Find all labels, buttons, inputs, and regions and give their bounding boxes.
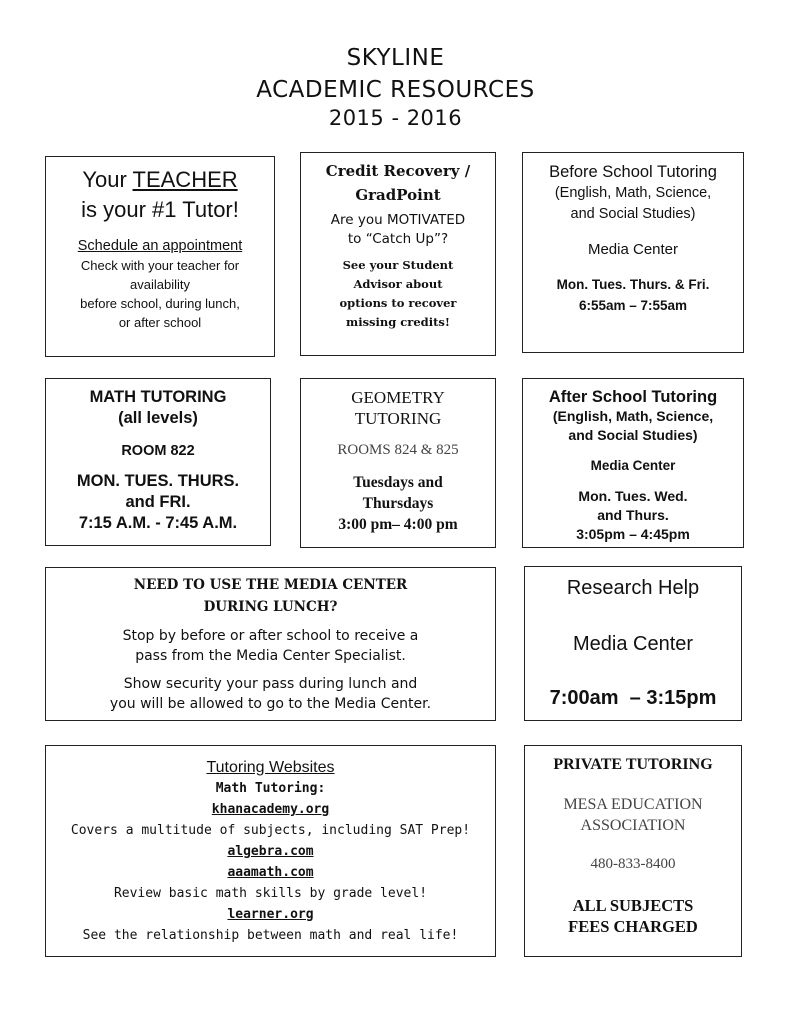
after-school-days: Mon. Tues. Wed.: [578, 488, 688, 504]
credit-advisor-line: Advisor about: [353, 277, 443, 291]
title-year: 2015 - 2016: [328, 106, 463, 130]
teacher-schedule: Schedule an appointment: [77, 238, 243, 254]
private-tutoring-box: [524, 745, 742, 957]
website-link-aaamath[interactable]: aaamath.com: [227, 865, 314, 880]
research-title: Research Help: [566, 577, 700, 599]
title-academic-resources: ACADEMIC RESOURCES: [256, 77, 535, 103]
research-location: Media Center: [572, 633, 694, 655]
math-title: MATH TUTORING: [89, 388, 227, 406]
before-school-subjects: (English, Math, Science,: [554, 185, 712, 201]
media-center-lunch-box: [45, 567, 496, 721]
math-days: MON. TUES. THURS.: [76, 472, 240, 490]
credit-title-line2: GradPoint: [355, 186, 441, 204]
before-school-subjects-line2: and Social Studies): [570, 206, 696, 222]
teacher-emphasis: TEACHER: [132, 167, 238, 192]
website-link-khanacademy[interactable]: khanacademy.org: [211, 802, 330, 817]
after-school-title: After School Tutoring: [548, 388, 718, 406]
website-link-learner[interactable]: learner.org: [227, 907, 314, 922]
after-school-time: 3:05pm – 4:45pm: [576, 526, 690, 542]
lunch-paragraph1: Stop by before or after school to receive a: [122, 628, 419, 644]
after-school-days-line2: and Thurs.: [597, 507, 669, 523]
math-time: 7:15 A.M. - 7:45 A.M.: [78, 514, 238, 532]
private-org-line2: ASSOCIATION: [580, 817, 686, 834]
lunch-paragraph2-line2: you will be allowed to go to the Media Center.: [109, 696, 432, 712]
websites-math-label: Math Tutoring:: [215, 781, 326, 796]
credit-advisor-line: options to recover: [339, 296, 457, 310]
credit-advisor-line: See your Student: [342, 258, 454, 272]
teacher-line: before school, during lunch,: [80, 296, 240, 311]
tutoring-websites-box: [45, 745, 496, 957]
teacher-line: availability: [130, 277, 190, 292]
geometry-tutoring-box: [300, 378, 496, 548]
before-school-time: 6:55am – 7:55am: [578, 298, 688, 313]
before-school-box: [522, 152, 744, 353]
geometry-time: 3:00 pm– 4:00 pm: [338, 516, 458, 533]
before-school-title: Before School Tutoring: [549, 163, 717, 181]
teacher-line: or after school: [118, 315, 202, 330]
geometry-days: Tuesdays and: [353, 474, 443, 491]
private-subjects: ALL SUBJECTS: [572, 896, 694, 915]
before-school-days: Mon. Tues. Thurs. & Fri.: [556, 277, 710, 292]
private-title: PRIVATE TUTORING: [553, 756, 713, 773]
lunch-paragraph1-line2: pass from the Media Center Specialist.: [135, 648, 406, 664]
title-skyline: SKYLINE: [346, 45, 445, 71]
private-org: MESA EDUCATION: [563, 796, 703, 813]
credit-title: Credit Recovery /: [325, 162, 471, 180]
geometry-days-line2: Thursdays: [362, 495, 434, 512]
math-room: ROOM 822: [121, 443, 195, 459]
before-school-location: Media Center: [587, 241, 679, 258]
teacher-title-line2: is your #1 Tutor!: [81, 197, 239, 222]
private-phone: 480-833-8400: [590, 856, 676, 872]
teacher-line: Check with your teacher for: [80, 258, 240, 273]
credit-advisor-line: missing credits!: [346, 315, 450, 329]
website-description: See the relationship between math and real life!: [82, 928, 459, 943]
math-tutoring-box: [45, 378, 271, 546]
website-link-algebra[interactable]: algebra.com: [227, 844, 314, 859]
after-school-location: Media Center: [590, 458, 676, 473]
after-school-subjects-line2: and Social Studies): [568, 427, 698, 443]
credit-motivated: Are you MOTIVATED: [330, 212, 466, 228]
credit-recovery-box: [300, 152, 496, 356]
geometry-rooms: ROOMS 824 & 825: [337, 442, 459, 458]
website-description: Review basic math skills by grade level!: [113, 886, 428, 901]
geometry-title: GEOMETRY: [351, 388, 445, 407]
research-help-box: [524, 566, 742, 721]
math-levels: (all levels): [118, 409, 198, 427]
private-fees: FEES CHARGED: [568, 917, 698, 936]
lunch-title: NEED TO USE THE MEDIA CENTER: [133, 577, 408, 593]
math-days-line2: and FRI.: [125, 493, 191, 511]
lunch-paragraph2: Show security your pass during lunch and: [123, 676, 418, 692]
websites-title: Tutoring Websites: [206, 759, 335, 776]
credit-motivated-line2: to “Catch Up”?: [347, 231, 449, 247]
lunch-title-line2: DURING LUNCH?: [203, 599, 338, 615]
after-school-box: [522, 378, 744, 548]
teacher-box: [45, 156, 275, 357]
website-description: Covers a multitude of subjects, including SAT Prep!: [70, 823, 471, 838]
teacher-title: Your TEACHER: [82, 167, 238, 192]
research-time: 7:00am – 3:15pm: [549, 687, 717, 709]
geometry-title-line2: TUTORING: [354, 409, 442, 428]
after-school-subjects: (English, Math, Science,: [552, 408, 714, 424]
